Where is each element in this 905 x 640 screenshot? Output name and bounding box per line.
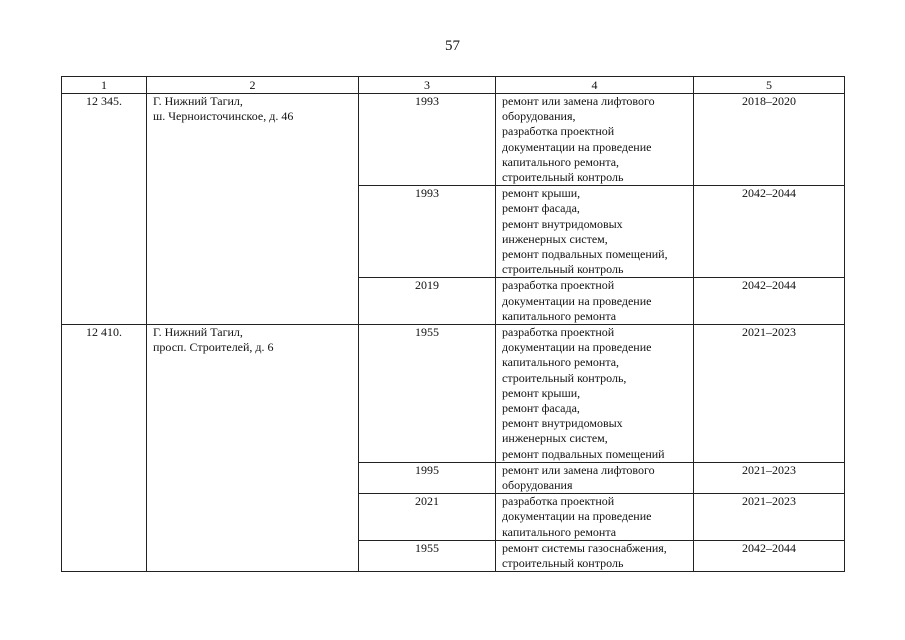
period-cell: 2021–2023 [694, 494, 845, 541]
column-1-header: 1 [62, 77, 147, 94]
year-cell: 2019 [359, 278, 496, 325]
year-cell: 1993 [359, 186, 496, 278]
column-2-header: 2 [147, 77, 359, 94]
record-address: Г. Нижний Тагил, просп. Строителей, д. 6 [147, 325, 359, 572]
page-number: 57 [445, 38, 460, 54]
period-cell: 2018–2020 [694, 94, 845, 186]
works-cell: разработка проектной документации на проведение капитального ремонта [496, 494, 694, 541]
record-address: Г. Нижний Тагил, ш. Черноисточинское, д. 46 [147, 94, 359, 325]
works-cell: ремонт или замена лифтового оборудования [496, 462, 694, 493]
works-cell: ремонт или замена лифтового оборудования, разработка проектной документации на проведение капитального ремонта, строительный контроль [496, 94, 694, 186]
column-number-row [62, 77, 845, 94]
column-3-header: 3 [359, 77, 496, 94]
column-4-header: 4 [496, 77, 694, 94]
period-cell: 2042–2044 [694, 278, 845, 325]
works-cell: ремонт крыши, ремонт фасада, ремонт внутридомовых инженерных систем, ремонт подвальных помещений, строительный контроль [496, 186, 694, 278]
year-cell: 1993 [359, 94, 496, 186]
period-cell: 2021–2023 [694, 325, 845, 463]
year-cell: 1955 [359, 540, 496, 571]
period-cell: 2042–2044 [694, 186, 845, 278]
works-cell: ремонт системы газоснабжения, строительный контроль [496, 540, 694, 571]
table-row [62, 94, 845, 186]
table-header [61, 76, 845, 94]
year-cell: 1995 [359, 462, 496, 493]
works-cell: разработка проектной документации на проведение капитального ремонта, строительный контроль, ремонт крыши, ремонт фасада, ремонт внутридомовых инженерных систем, ремонт подвальных помещений [496, 325, 694, 463]
record-number: 12 345. [62, 94, 147, 325]
works-cell: разработка проектной документации на проведение капитального ремонта [496, 278, 694, 325]
period-cell: 2021–2023 [694, 462, 845, 493]
year-cell: 1955 [359, 325, 496, 463]
year-cell: 2021 [359, 494, 496, 541]
column-5-header: 5 [694, 77, 845, 94]
table-row [62, 325, 845, 463]
record-block [61, 324, 845, 572]
record-block [61, 93, 845, 325]
period-cell: 2042–2044 [694, 540, 845, 571]
record-number: 12 410. [62, 325, 147, 572]
